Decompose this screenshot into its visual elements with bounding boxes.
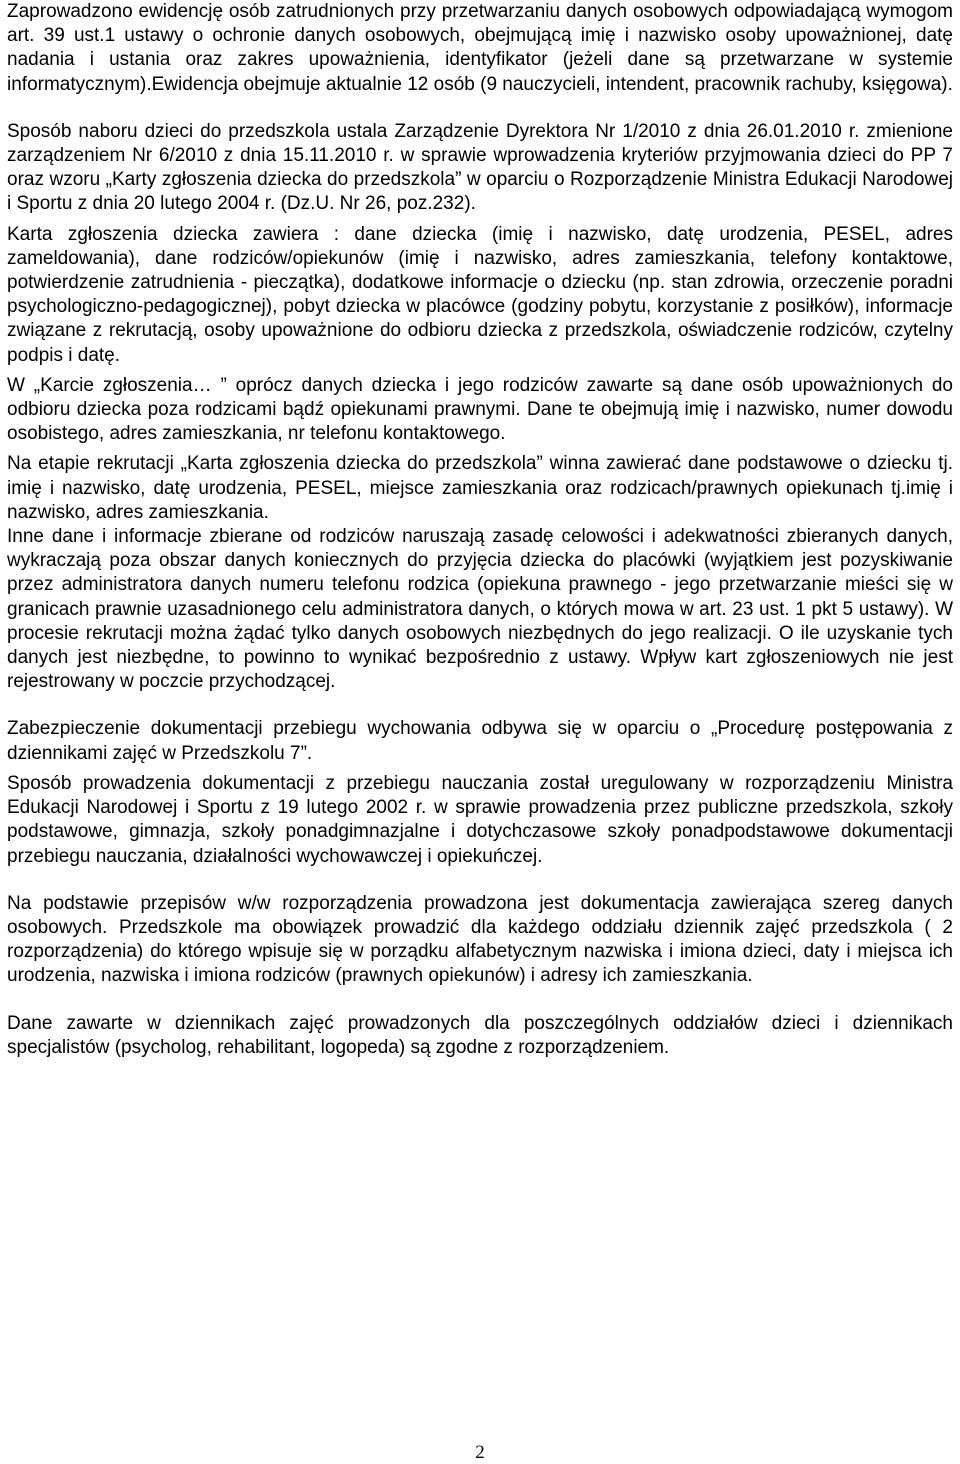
paragraph-staff-register: Zaprowadzono ewidencję osób zatrudnionych przy przetwarzaniu danych osobowych odpowiadającą wymogom art. 39 ust.1 ustawy o ochronie danych osobowych, obejmującą imię i nazwisko osoby upoważnionej, datę nadania i ustania oraz zakres upoważnienia, identyfikator (jeżeli dane są przetwarzane w systemie informatycznym).Ewidencja obejmuje aktualnie 12 osób (9 nauczycieli, intendent, pracownik rachuby, księgowa). xyxy=(7,1,953,95)
paragraph-other-data: Inne dane i informacje zbierane od rodziców naruszają zasadę celowości i adekwatności zbieranych danych, wykraczają poza obszar danych koniecznych do przyjęcia dziecka do placówki (wyjątkiem jest pozyskiwanie przez administratora danych numeru telefonu rodzica (opiekuna prawnego - jego przetwarzanie mieści się w granicach prawnie uzasadnionego celu administratora danych, o których mowa w art. 23 ust. 1 pkt 5 ustawy). W procesie rekrutacji można żądać tylko danych osobowych niezbędnych do jego realizacji. O ile uzyskanie tych danych jest niezbędne, to powinno to wynikać bezpośrednio z ustawy. Wpływ kart zgłoszeniowych nie jest rejestrowany w poczcie przychodzącej. xyxy=(7,526,953,693)
paragraph-specialist-registers: Dane zawarte w dziennikach zajęć prowadzonych dla poszczególnych oddziałów dzieci i dziennikach specjalistów (psycholog, rehabilitant, logopeda) są zgodne z rozporządzeniem. xyxy=(7,1012,953,1058)
page-number: 2 xyxy=(475,1442,485,1463)
paragraph-class-register: Na podstawie przepisów w/w rozporządzenia prowadzona jest dokumentacja zawierająca szereg danych osobowych. Przedszkole ma obowiązek prowadzić dla każdego oddziału dziennik zajęć przedszkola ( 2 rozporządzenia) do którego wpisuje się w porządku alfabetycznym nazwiska i imiona dzieci, daty i miejsca ich urodzenia, nazwiska i imiona rodziców (prawnych opiekunów) i adresy ich zamieszkania. xyxy=(7,892,953,987)
paragraph-recruitment-stage: Na etapie rekrutacji „Karta zgłoszenia dziecka do przedszkola” winna zawierać dane podstawowe o dziecku tj. imię i nazwisko, datę urodzenia, PESEL, miejsce zamieszkania oraz rodzicach/prawnych opiekunach tj.imię i nazwisko, adres zamieszkania. xyxy=(7,453,953,523)
paragraph-registration-card-contents: Karta zgłoszenia dziecka zawiera : dane dziecka (imię i nazwisko, datę urodzenia, PESEL, adres zameldowania), dane rodziców/opiekunów (imię i nazwisko, adres zamieszkania, telefony kontaktowe, potwierdzenie zatrudnienia - pieczątka), dodatkowe informacje o dziecku (np. stan zdrowia, orzeczenie poradni psychologiczno-pedagogicznej), pobyt dziecka w placówce (godziny pobytu, korzystanie z posiłków), informacje związane z rekrutacją, osoby upoważnione do odbioru dziecka z przedszkola, oświadczenie rodziców, czytelny podpis i datę. xyxy=(7,223,953,366)
paragraph-authorized-persons: W „Karcie zgłoszenia… ” oprócz danych dziecka i jego rodziców zawarte są dane osób upoważnionych do odbioru dziecka poza rodzicami bądź opiekunami prawnymi. Dane te obejmują imię i nazwisko, numer dowodu osobistego, adres zamieszkania, nr telefonu kontaktowego. xyxy=(7,374,953,445)
paragraph-documentation-security: Zabezpieczenie dokumentacji przebiegu wychowania odbywa się w oparciu o „Procedurę postępowania z dziennikami zajęć w Przedszkolu 7”. xyxy=(7,718,953,764)
paragraph-teaching-documentation: Sposób prowadzenia dokumentacji z przebiegu nauczania został uregulowany w rozporządzeniu Ministra Edukacji Narodowej i Sportu z 19 lutego 2002 r. w sprawie prowadzenia przez publiczne przedszkola, szkoły podstawowe, gimnazja, szkoły ponadgimnazjalne i dotychczasowe szkoły ponadpodstawowe dokumentacji przebiegu nauczania, działalności wychowawczej i opiekuńczej. xyxy=(7,772,953,867)
paragraph-admission-procedure: Sposób naboru dzieci do przedszkola ustala Zarządzenie Dyrektora Nr 1/2010 z dnia 26.01.2010 r. zmienione zarządzeniem Nr 6/2010 z dnia 15.11.2010 r. w sprawie wprowadzenia kryteriów przyjmowania dzieci do PP 7 oraz wzoru „Karty zgłoszenia dziecka do przedszkola” w oparciu o Rozporządzenie Ministra Edukacji Narodowej i Sportu z dnia 20 lutego 2004 r. (Dz.U. Nr 26, poz.232). xyxy=(7,120,953,215)
document-page xyxy=(7,0,953,1060)
